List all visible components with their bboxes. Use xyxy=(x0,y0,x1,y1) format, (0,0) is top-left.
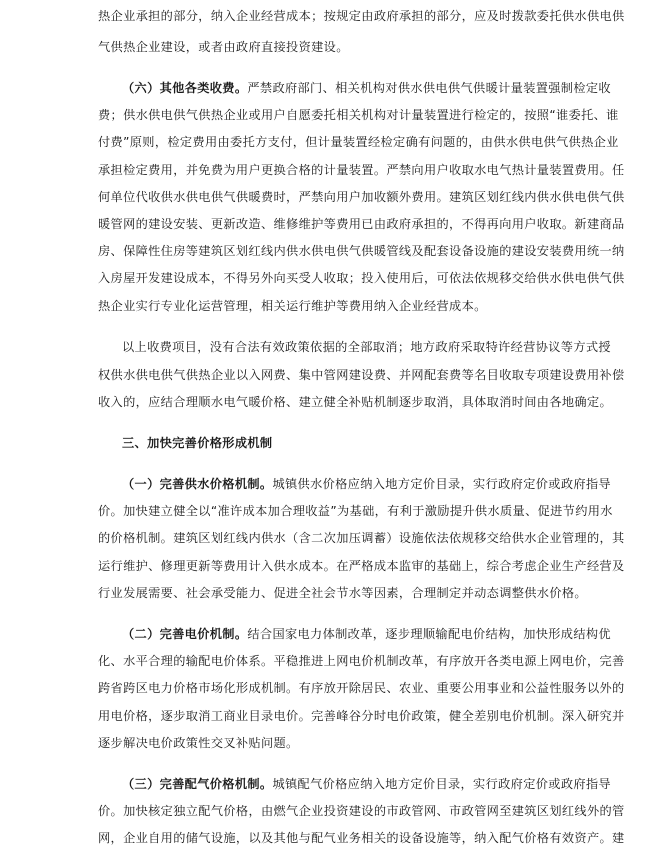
text-line: 行业发展需要、社会承受能力、促进全社会节水等因素，合理制定并动态调整供水价格。 xyxy=(98,586,587,600)
paragraph-line xyxy=(122,80,611,96)
paragraph-line xyxy=(122,626,611,642)
text-line: 用电价格，逐步取消工商业目录电价。完善峰谷分时电价政策，健全差别电价机制。深入研究并 xyxy=(98,709,625,723)
text-line: 权供水供电供气供热企业以入网费、集中管网建设费、并网配套费等名目收取专项建设费用补偿 xyxy=(98,368,625,382)
subsection-heading-gas-price: （三）完善配气价格机制。 xyxy=(122,777,273,791)
text-line: 跨省跨区电力价格市场化形成机制。有序放开除居民、农业、重要公用事业和公益性服务以外的 xyxy=(98,681,625,695)
text-line: 何单位代收供水供电供气供暖费时，严禁向用户加收额外费用。建筑区划红线内供水供电供气供 xyxy=(98,190,625,204)
text-line: 城镇供水价格应纳入地方定价目录，实行政府定价或政府指导 xyxy=(272,477,611,491)
subsection-heading-water-price: （一）完善供水价格机制。 xyxy=(122,477,273,491)
text-line: 逐步解决电价政策性交叉补贴问题。 xyxy=(98,736,299,750)
text-line: 以上收费项目，没有合法有效政策依据的全部取消；地方政府采取特许经营协议等方式授 xyxy=(122,340,611,354)
text-line: 付费”原则，检定费用由委托方支付，但计量装置经检定确有问题的，由供水供电供气供热企业 xyxy=(98,135,619,149)
paragraph-line xyxy=(122,776,611,792)
text-line: 价。加快核定独立配气价格，由燃气企业投资建设的市政管网、市政管网至建筑区划红线外的管 xyxy=(98,804,625,818)
text-line: 网，企业自用的储气设施，以及其他与配气业务相关的设备设施等，纳入配气价格有效资产。建 xyxy=(98,831,625,845)
text-line: 暖管网的建设安装、更新改造、维修维护等费用已由政府承担的，不得再向用户收取。新建商品 xyxy=(98,217,625,231)
text-line: 入房屋开发建设成本，不得另外向买受人收取；投入使用后，可依法依规移交给供水供电供气供 xyxy=(98,271,625,285)
text-line: 结合国家电力体制改革，逐步理顺输配电价结构，加快形成结构优 xyxy=(247,627,611,641)
text-line: 的价格机制。建筑区划红线内供水（含二次加压调蓄）设施依法依规移交给供水企业管理的，其 xyxy=(98,531,625,545)
text-line: 价。加快建立健全以“准许成本加合理收益”为基础，有利于激励提升供水质量、促进节约用水 xyxy=(98,504,613,518)
text-line: 房、保障性住房等建筑区划红线内供水供电供气供暖管线及配套设备设施的建设安装费用统一纳 xyxy=(98,244,625,258)
text-line: 费；供水供电供气供热企业或用户自愿委托相关机构对计量装置进行检定的，按照“谁委托、谁 xyxy=(98,108,619,122)
text-line: 运行维护、修理更新等费用计入供水成本。在严格成本监审的基础上，综合考虑企业生产经营及 xyxy=(98,559,625,573)
paragraph-line xyxy=(122,476,611,492)
section-heading: 三、加快完善价格形成机制 xyxy=(122,436,273,450)
text-line: 收入的，应结合理顺水电气暖价格、建立健全补贴机制逐步取消，具体取消时间由各地确定。 xyxy=(98,395,613,409)
text-line: 城镇配气价格应纳入地方定价目录，实行政府定价或政府指导 xyxy=(272,777,611,791)
section-heading-other-fees: （六）其他各类收费。 xyxy=(122,81,248,95)
text-line: 化、水平合理的输配电价体系。平稳推进上网电价机制改革，有序放开各类电源上网电价，完善 xyxy=(98,654,625,668)
text-line: 热企业承担的部分，纳入企业经营成本；按规定由政府承担的部分，应及时拨款委托供水供电供 xyxy=(98,9,625,23)
text-line: 热企业实行专业化运营管理，相关运行维护等费用纳入企业经营成本。 xyxy=(98,299,487,313)
text-line: 严禁政府部门、相关机构对供水供电供气供暖计量装置强制检定收 xyxy=(247,81,611,95)
text-line: 承担检定费用，并免费为用户更换合格的计量装置。严禁向用户收取水电气热计量装置费用。任 xyxy=(98,163,625,177)
subsection-heading-electricity-price: （二）完善电价机制。 xyxy=(122,627,248,641)
text-line: 气供热企业建设，或者由政府直接投资建设。 xyxy=(98,40,349,54)
